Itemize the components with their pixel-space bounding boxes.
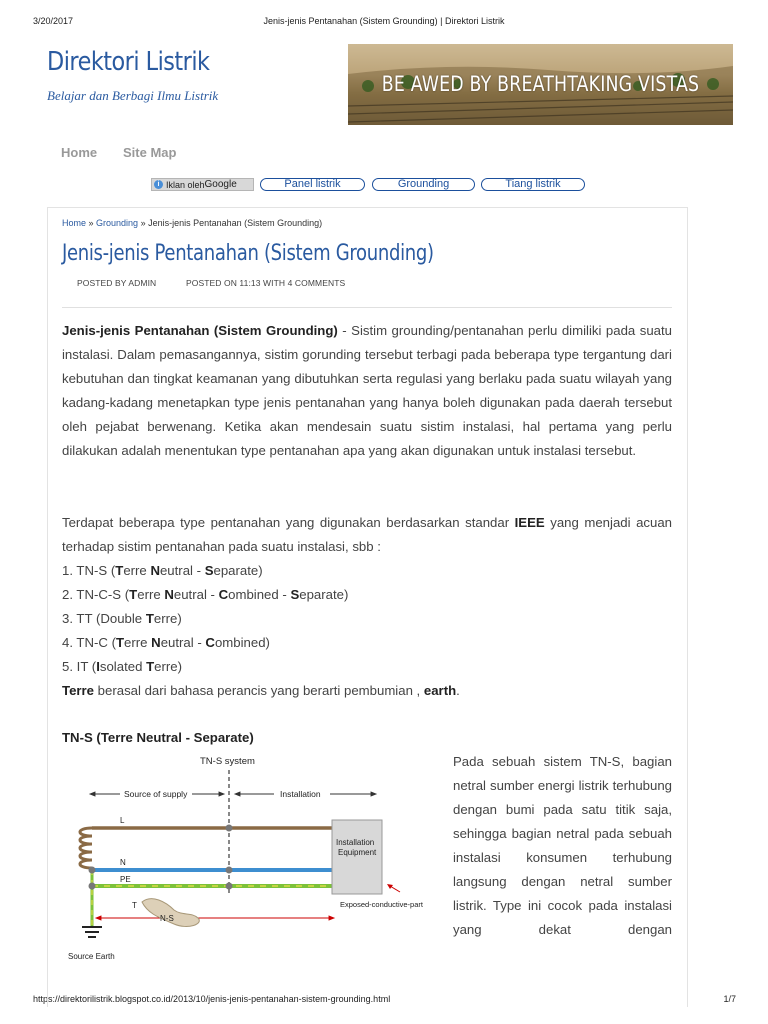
breadcrumb-current: Jenis-jenis Pentanahan (Sistem Grounding)	[148, 218, 323, 228]
ad-link-panel-listrik[interactable]: Panel listrik	[260, 178, 365, 191]
ad-link-grounding[interactable]: Grounding	[372, 178, 475, 191]
ads-by-label: Iklan oleh	[166, 179, 205, 190]
breadcrumb-home[interactable]: Home	[62, 218, 87, 228]
print-page-number: 1/7	[723, 994, 736, 1004]
ads-by-brand: Google	[204, 179, 237, 190]
print-url: https://direktorilistrik.blogspot.co.id/2013/10/jenis-jenis-pentanahan-sistem-grounding.html	[33, 994, 391, 1004]
banner-headline: BE AWED BY BREATHTAKING VISTAS	[381, 72, 700, 96]
grounding-types-list	[62, 559, 348, 679]
breadcrumb-separator: »	[86, 218, 97, 228]
tns-system-diagram	[62, 752, 442, 967]
svg-text:Source of supply: Source of supply	[124, 789, 188, 799]
breadcrumb-grounding[interactable]: Grounding	[96, 218, 139, 228]
svg-text:N-S: N-S	[160, 914, 174, 923]
standard-paragraph	[62, 511, 672, 559]
nav-home[interactable]: Home	[61, 145, 98, 160]
post-title[interactable]: Jenis-jenis Pentanahan (Sistem Grounding)	[62, 241, 434, 266]
info-icon: i	[154, 180, 163, 189]
svg-text:PE: PE	[120, 875, 131, 884]
print-date: 3/20/2017	[33, 16, 74, 26]
divider	[62, 307, 672, 308]
svg-text:L: L	[120, 816, 125, 825]
terre-definition: Terre berasal dari bahasa perancis yang berarti pembumian , earth.	[62, 683, 460, 698]
print-page-title: Jenis-jenis Pentanahan (Sistem Grounding) | Direktori Listrik	[263, 16, 505, 26]
svg-text:Exposed-conductive-part: Exposed-conductive-part	[340, 900, 423, 909]
breadcrumb-separator: »	[138, 218, 149, 228]
intro-paragraph	[62, 319, 672, 463]
ad-banner[interactable]	[348, 44, 733, 125]
ad-link-tiang-listrik[interactable]: Tiang listrik	[481, 178, 585, 191]
ads-by-google[interactable]	[151, 178, 254, 191]
ieee-bold: IEEE	[514, 515, 545, 530]
svg-text:N: N	[120, 858, 126, 867]
svg-text:Installation: Installation	[336, 838, 375, 847]
list-item: 1. TN-S (Terre Neutral - Separate)	[62, 563, 263, 578]
svg-text:Source Earth: Source Earth	[68, 952, 115, 961]
svg-text:Equipment: Equipment	[338, 848, 377, 857]
svg-text:Installation: Installation	[280, 789, 321, 799]
list-item: 5. IT (Isolated Terre)	[62, 659, 182, 674]
intro-bold: Jenis-jenis Pentanahan (Sistem Grounding)	[62, 323, 338, 338]
standard-text-b: yang menjadi acuan terhadap sistim pentanahan pada suatu instalasi, sbb :	[62, 515, 672, 554]
blog-name[interactable]: Direktori Listrik	[47, 47, 210, 77]
list-item: 3. TT (Double Terre)	[62, 611, 182, 626]
intro-text: - Sistim grounding/pentanahan perlu dimiliki pada suatu instalasi. Dalam pemasangannya, sistim gorunding tersebut terbagi pada beberapa type tergantung dari kebutuhan dan tingkat keamanan yang dibutuhkan serta regulasi yang berlaku pada suatu wilayah yang kadang-kadang menetapkan type jenis pentanahan yang hanya boleh digunakan pada daerah tersebut oleh pejabat berwenang. Ketika akan mendesain suatu sistim instalasi, hal pertama yang perlu dilakukan adalah menentukan type pentanahan apa yang akan digunakan untuk instalasi tersebut.	[62, 323, 672, 458]
tns-description: Pada sebuah sistem TN-S, bagian netral sumber energi listrik terhubung dengan bumi pada satu titik saja, sehingga bagian netral pada sebuah instalasi konsumen terhubung langsung dengan netral sumber listrik. Type ini cocok pada instalasi yang dekat dengan	[453, 754, 672, 937]
blog-tagline: Belajar dan Berbagi Ilmu Listrik	[47, 88, 219, 103]
breadcrumb	[62, 218, 322, 228]
diagram-title: TN-S system	[200, 756, 255, 767]
post-date: POSTED ON 11:13 WITH 4 COMMENTS	[186, 278, 346, 288]
tns-heading: TN-S (Terre Neutral - Separate)	[62, 730, 254, 745]
post-author: POSTED BY ADMIN	[77, 278, 157, 288]
list-item: 4. TN-C (Terre Neutral - Combined)	[62, 635, 270, 650]
nav-site-map[interactable]: Site Map	[123, 145, 177, 160]
list-item: 2. TN-C-S (Terre Neutral - Combined - Separate)	[62, 587, 349, 602]
svg-text:T: T	[132, 901, 137, 910]
standard-text-a: Terdapat beberapa type pentanahan yang digunakan berdasarkan standar	[62, 515, 515, 530]
